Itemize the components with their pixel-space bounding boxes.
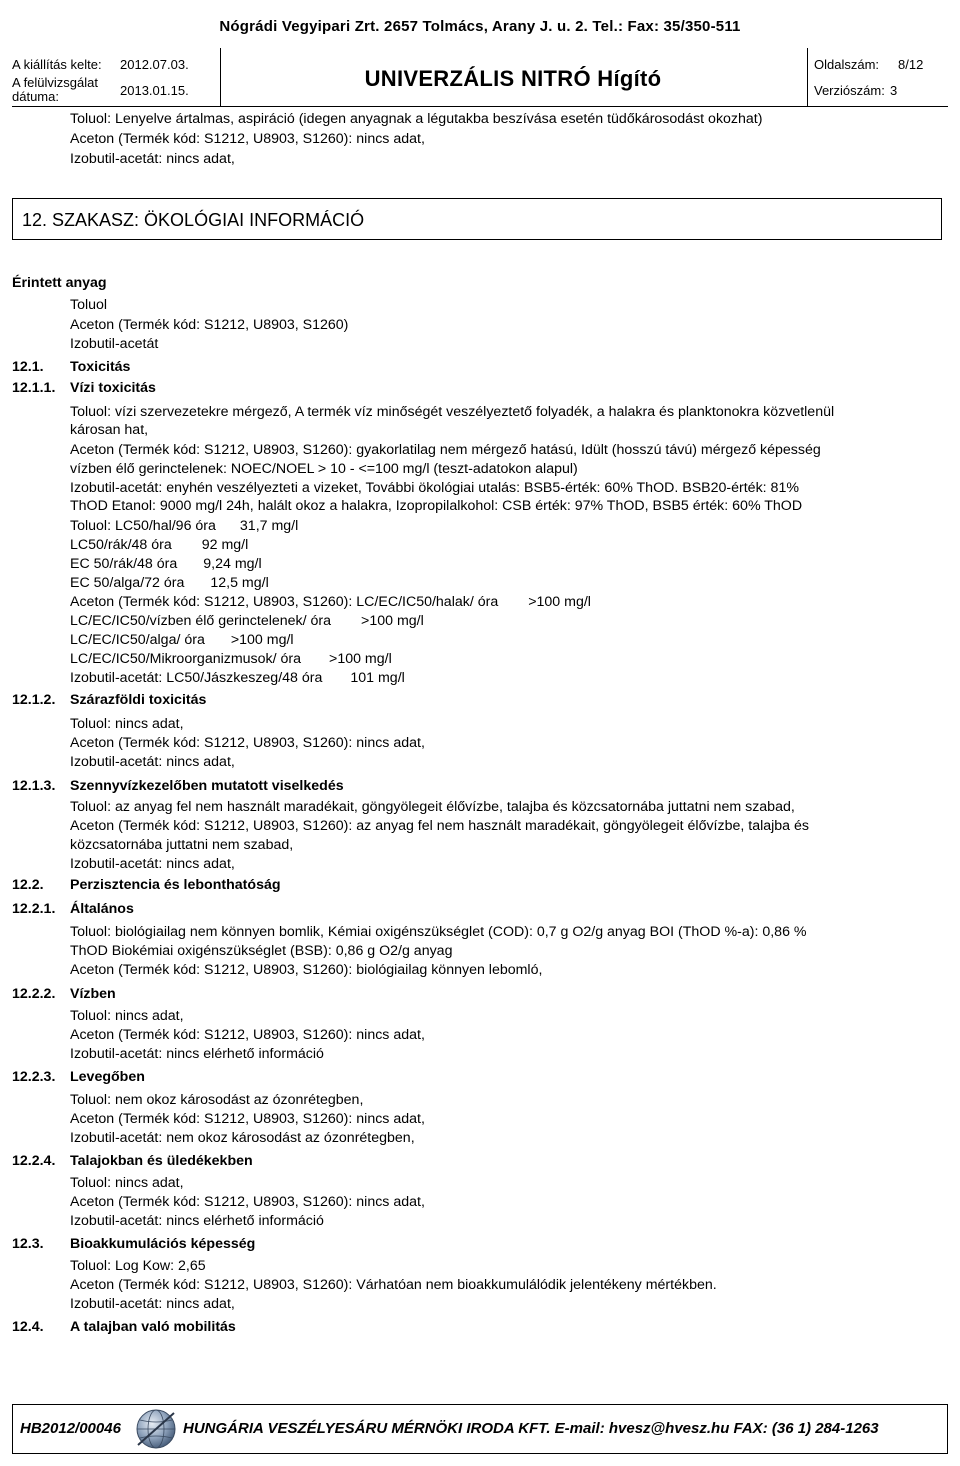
text-line: Izobutil-acetát: nem okoz károsodást az ózonrétegben, — [70, 1130, 415, 1146]
footer-company-contact: HUNGÁRIA VESZÉLYESÁRU MÉRNÖKI IRODA KFT. E-mail: hvesz@hvesz.hu FAX: (36 1) 284-1263 — [183, 1420, 879, 1437]
intro-line: Aceton (Termék kód: S1212, U8903, S1260): nincs adat, — [70, 131, 425, 147]
text-line: Aceton (Termék kód: S1212, U8903, S1260): az anyag fel nem használt maradékait, göngyölegeit élővízbe, talajba és — [70, 818, 809, 834]
text-line: Izobutil-acetát: nincs adat, — [70, 754, 235, 770]
toxicity-value: 31,7 mg/l — [239, 518, 299, 534]
affected-substances-label: Érintett anyag — [12, 275, 107, 291]
footer-document-code: HB2012/00046 — [20, 1420, 121, 1437]
text-line: Izobutil-acetát: nincs adat, — [70, 856, 235, 872]
toxicity-row — [70, 631, 294, 649]
toxicity-value: 92 mg/l — [201, 537, 249, 553]
subsection-number: 12.1.3. — [12, 778, 56, 794]
globe-logo-icon — [134, 1407, 178, 1451]
subsection-number: 12.1.1. — [12, 380, 56, 396]
text-line: Aceton (Termék kód: S1212, U8903, S1260): nincs adat, — [70, 735, 425, 751]
toxicity-label: LC/EC/IC50/alga/ óra — [70, 632, 205, 648]
text-line: Toluol: az anyag fel nem használt maradékait, göngyölegeit élővízbe, talajba és közcsatornába juttatni nem szabad, — [70, 799, 795, 815]
intro-line: Toluol: Lenyelve ártalmas, aspiráció (idegen anyagnak a légutakba beszívása esetén tüdőkárosodást okozhat) — [70, 111, 763, 127]
toxicity-label: LC/EC/IC50/vízben élő gerinctelenek/ óra — [70, 613, 332, 629]
toxicity-label: Izobutil-acetát: LC50/Jászkeszeg/48 óra — [70, 670, 323, 686]
subsection-title: A talajban való mobilitás — [70, 1319, 236, 1335]
text-line: Toluol: nincs adat, — [70, 1175, 184, 1191]
text-line: Izobutil-acetát: nincs elérhető információ — [70, 1213, 324, 1229]
subsection-title: Vízi toxicitás — [70, 380, 156, 396]
toxicity-row — [70, 669, 405, 687]
subsection-number: 12.2.2. — [12, 986, 56, 1002]
subsection-number: 12.1.2. — [12, 692, 56, 708]
review-date: 2013.01.15. — [120, 83, 189, 98]
subsection-number: 12.2.1. — [12, 901, 56, 917]
text-line: közcsatornába juttatni nem szabad, — [70, 837, 294, 853]
toxicity-row — [70, 536, 248, 554]
text-line: Izobutil-acetát: nincs adat, — [70, 1296, 235, 1312]
text-line: Toluol: vízi szervezetekre mérgező, A termék víz minőségét veszélyeztető folyadék, a halakra és planktonokra közvetlenül — [70, 404, 835, 420]
toxicity-row — [70, 555, 262, 573]
page-number-label: Oldalszám: — [814, 57, 880, 72]
text-line: Toluol: nincs adat, — [70, 1008, 184, 1024]
subsection-title: Talajokban és üledékekben — [70, 1153, 253, 1169]
subsection-number: 12.3. — [12, 1236, 44, 1252]
text-line: Aceton (Termék kód: S1212, U8903, S1260): nincs adat, — [70, 1027, 425, 1043]
text-line: Aceton (Termék kód: S1212, U8903, S1260): Várhatóan nem bioakkumulálódik jelentékeny mértékben. — [70, 1277, 717, 1293]
text-line: ThOD Etanol: 9000 mg/l 24h, halált okoz a halakra, Izopropilalkohol: CSB érték: 97% ThOD, BSB5 érték: 60% ThOD — [70, 498, 803, 514]
toxicity-row — [70, 650, 392, 668]
review-date-label-1: A felülvizsgálat — [12, 75, 98, 90]
subsection-title: Bioakkumulációs képesség — [70, 1236, 256, 1252]
toxicity-label: LC50/rák/48 óra — [70, 537, 172, 553]
toxicity-value: 12,5 mg/l — [210, 575, 269, 591]
issue-date-label: A kiállítás kelte: — [12, 57, 102, 72]
toxicity-value: >100 mg/l — [361, 613, 424, 629]
intro-line: Izobutil-acetát: nincs adat, — [70, 151, 235, 167]
affected-substance: Izobutil-acetát — [70, 336, 159, 352]
text-line: Aceton (Termék kód: S1212, U8903, S1260): nincs adat, — [70, 1194, 425, 1210]
subsection-title: Vízben — [70, 986, 116, 1002]
text-line: Aceton (Termék kód: S1212, U8903, S1260): biológiailag könnyen lebomló, — [70, 962, 543, 978]
toxicity-row — [70, 612, 424, 630]
subsection-title: Perzisztencia és lebonthatóság — [70, 877, 281, 893]
toxicity-label: LC/EC/IC50/Mikroorganizmusok/ óra — [70, 651, 302, 667]
text-line: Toluol: nem okoz károsodást az ózonrétegben, — [70, 1092, 364, 1108]
version-label: Verziószám: — [814, 83, 885, 98]
text-line: Toluol: nincs adat, — [70, 716, 184, 732]
version-number: 3 — [890, 83, 898, 98]
text-line: ThOD Biokémiai oxigénszükséglet (BSB): 0,86 g O2/g anyag — [70, 943, 453, 959]
text-line: Izobutil-acetát: enyhén veszélyezteti a vizeket, További ökológiai utalás: BSB5-érték: 60% ThOD. BSB20-érték: 81% — [70, 480, 799, 496]
subsection-title: Toxicitás — [70, 359, 131, 375]
toxicity-label: EC 50/alga/72 óra — [70, 575, 185, 591]
toxicity-value: 9,24 mg/l — [203, 556, 262, 572]
company-line: Nógrádi Vegyipari Zrt. 2657 Tolmács, Arany J. u. 2. Tel.: Fax: 35/350-511 — [219, 18, 741, 35]
toxicity-label: Toluol: LC50/hal/96 óra — [70, 518, 216, 534]
text-line: Toluol: biológiailag nem könnyen bomlik, Kémiai oxigénszükséglet (COD): 0,7 g O2/g anyag BOI (ThOD %-a): 0,86 % — [70, 924, 807, 940]
toxicity-value: >100 mg/l — [528, 594, 591, 610]
text-line: károsan hat, — [70, 422, 149, 438]
text-line: Toluol: Log Kow: 2,65 — [70, 1258, 206, 1274]
subsection-title: Szárazföldi toxicitás — [70, 692, 207, 708]
review-date-label-2: dátuma: — [12, 89, 59, 104]
subsection-title: Általános — [70, 901, 134, 917]
issue-date: 2012.07.03. — [120, 57, 189, 72]
text-line: vízben élő gerinctelenek: NOEC/NOEL > 10 - <=100 mg/l (teszt-adatokon alapul) — [70, 461, 578, 477]
subsection-number: 12.2. — [12, 877, 44, 893]
subsection-number: 12.1. — [12, 359, 44, 375]
page-number: 8/12 — [898, 57, 924, 72]
toxicity-row — [70, 593, 591, 611]
toxicity-value: >100 mg/l — [329, 651, 392, 667]
text-line: Aceton (Termék kód: S1212, U8903, S1260): nincs adat, — [70, 1111, 425, 1127]
affected-substance: Aceton (Termék kód: S1212, U8903, S1260) — [70, 317, 349, 333]
document-title: UNIVERZÁLIS NITRÓ Hígító — [364, 66, 662, 91]
toxicity-value: 101 mg/l — [350, 670, 405, 686]
subsection-number: 12.4. — [12, 1319, 44, 1335]
subsection-title: Szennyvízkezelőben mutatott viselkedés — [70, 778, 344, 794]
toxicity-row — [70, 517, 298, 535]
header-rule — [12, 106, 948, 107]
toxicity-label: Aceton (Termék kód: S1212, U8903, S1260): LC/EC/IC50/halak/ óra — [70, 594, 499, 610]
subsection-number: 12.2.4. — [12, 1153, 56, 1169]
subsection-title: Levegőben — [70, 1069, 145, 1085]
section-title: 12. SZAKASZ: ÖKOLÓGIAI INFORMÁCIÓ — [22, 210, 365, 230]
toxicity-value: >100 mg/l — [230, 632, 294, 648]
affected-substance: Toluol — [70, 297, 108, 313]
text-line: Izobutil-acetát: nincs elérhető információ — [70, 1046, 324, 1062]
text-line: Aceton (Termék kód: S1212, U8903, S1260): gyakorlatilag nem mérgező hatású, Idült (hosszú távú) mérgező képesség — [70, 442, 821, 458]
toxicity-label: EC 50/rák/48 óra — [70, 556, 178, 572]
subsection-number: 12.2.3. — [12, 1069, 56, 1085]
toxicity-row — [70, 574, 269, 592]
